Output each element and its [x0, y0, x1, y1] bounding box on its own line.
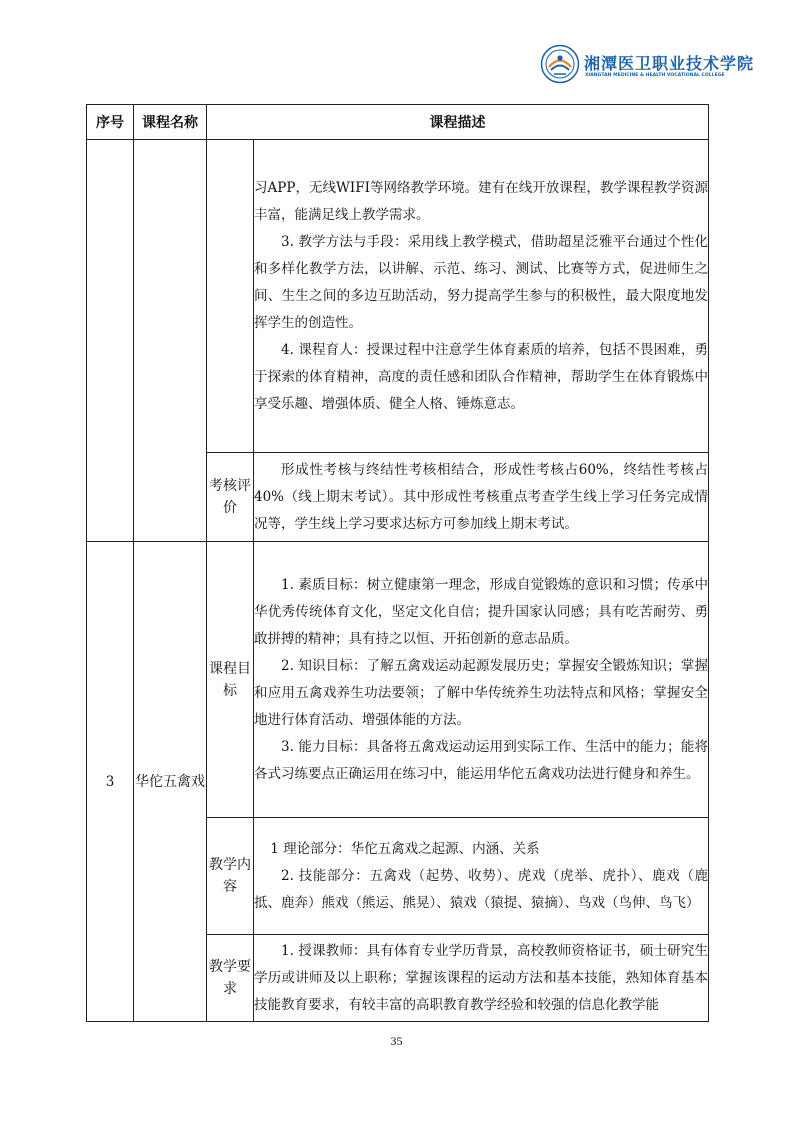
column-header-course-description: 课程描述 [207, 105, 709, 140]
assessment-description-cell [254, 453, 709, 542]
description-line: 3. 教学方法与手段：采用线上教学模式，借助超星泛雅平台通过个性化和多样化教学方法，以讲解、示范、练习、测试、比赛等方式，促进师生之间、生生之间的多边互助活动，努力提高学生参与的积极性，最大限度地发挥学生的创造性。 [254, 233, 708, 331]
table-row [87, 542, 709, 818]
goal-item: 3. 能力目标：具备将五禽戏运动运用到实际工作、生活中的能力；能将各式习练要点正确运用在练习中，能运用华佗五禽戏功法进行健身和养生。 [254, 738, 708, 782]
description-line: 4. 课程育人：授课过程中注意学生体育素质的培养，包括不畏困难，勇于探索的体育精神，高度的责任感和团队合作精神，帮助学生在体育锻炼中享受乐趣、增强体质、健全人格、锤炼意志。 [254, 341, 708, 412]
content-item: 2. 技能部分：五禽戏（起势、收势）、虎戏（虎举、虎扑）、鹿戏（鹿抵、鹿奔）熊戏（熊运、熊晃）、猿戏（猿提、猿摘）、鸟戏（鸟伸、鸟飞） [254, 867, 708, 911]
continued-description-cell [254, 140, 709, 453]
course-name-cell-empty [134, 140, 207, 542]
table-row [87, 140, 709, 453]
description-line: 习APP，无线WIFI等网络教学环境。建有在线开放课程，教学课程教学资源丰富，能满足线上教学需求。 [254, 179, 708, 223]
goal-item: 1. 素质目标：树立健康第一理念，形成自觉锻炼的意识和习惯；传承中华优秀传统体育文化，坚定文化自信；提升国家认同感；具有吃苦耐劳、勇敢拼搏的精神；具有持之以恒、开拓创新的意志品质。 [254, 576, 708, 647]
category-requirements: 教学要求 [207, 935, 254, 1022]
column-header-course-name: 课程名称 [134, 105, 207, 140]
requirement-item: 1. 授课教师：具有体育专业学历背景，高校教师资格证书，硕士研究生学历或讲师及以上职称；掌握该课程的运动方法和基本技能，熟知体育基本技能教育要求，有较丰富的高职教育教学经验和较强的信息化教学能 [254, 942, 708, 1013]
course-number: 3 [87, 542, 134, 1022]
logo-chinese-name: 湘潭医卫职业技术学院 [584, 54, 755, 73]
number-cell-empty [87, 140, 134, 542]
course-name: 华佗五禽戏 [134, 542, 207, 1022]
college-emblem-icon [540, 44, 580, 84]
category-goals: 课程目标 [207, 542, 254, 818]
column-header-number: 序号 [87, 105, 134, 140]
course-table [86, 104, 709, 1022]
table-header-row [87, 105, 709, 140]
goal-item: 2. 知识目标：了解五禽戏运动起源发展历史；掌握安全锻炼知识；掌握和应用五禽戏养生功法要领；了解中华传统养生功法特点和风格；掌握安全地进行体育活动、增强体能的方法。 [254, 657, 708, 728]
college-logo [540, 44, 755, 84]
content-item: 1 理论部分：华佗五禽戏之起源、内涵、关系 [270, 840, 540, 857]
category-content: 教学内容 [207, 818, 254, 935]
category-assessment: 考核评价 [207, 453, 254, 542]
page-number: 35 [390, 1034, 403, 1048]
requirements-description-cell [254, 935, 709, 1022]
assessment-text: 形成性考核与终结性考核相结合，形成性考核占60%，终结性考核占40%（线上期末考试）。其中形成性考核重点考查学生线上学习任务完成情况等，学生线上学习要求达标方可参加线上期末考试。 [254, 461, 708, 532]
goals-description-cell [254, 542, 709, 818]
logo-english-name: XIANGTAN MEDICINE & HEALTH VOCATIONAL COLLEGE [585, 73, 725, 78]
content-description-cell [254, 818, 709, 935]
category-cell-empty [207, 140, 254, 453]
